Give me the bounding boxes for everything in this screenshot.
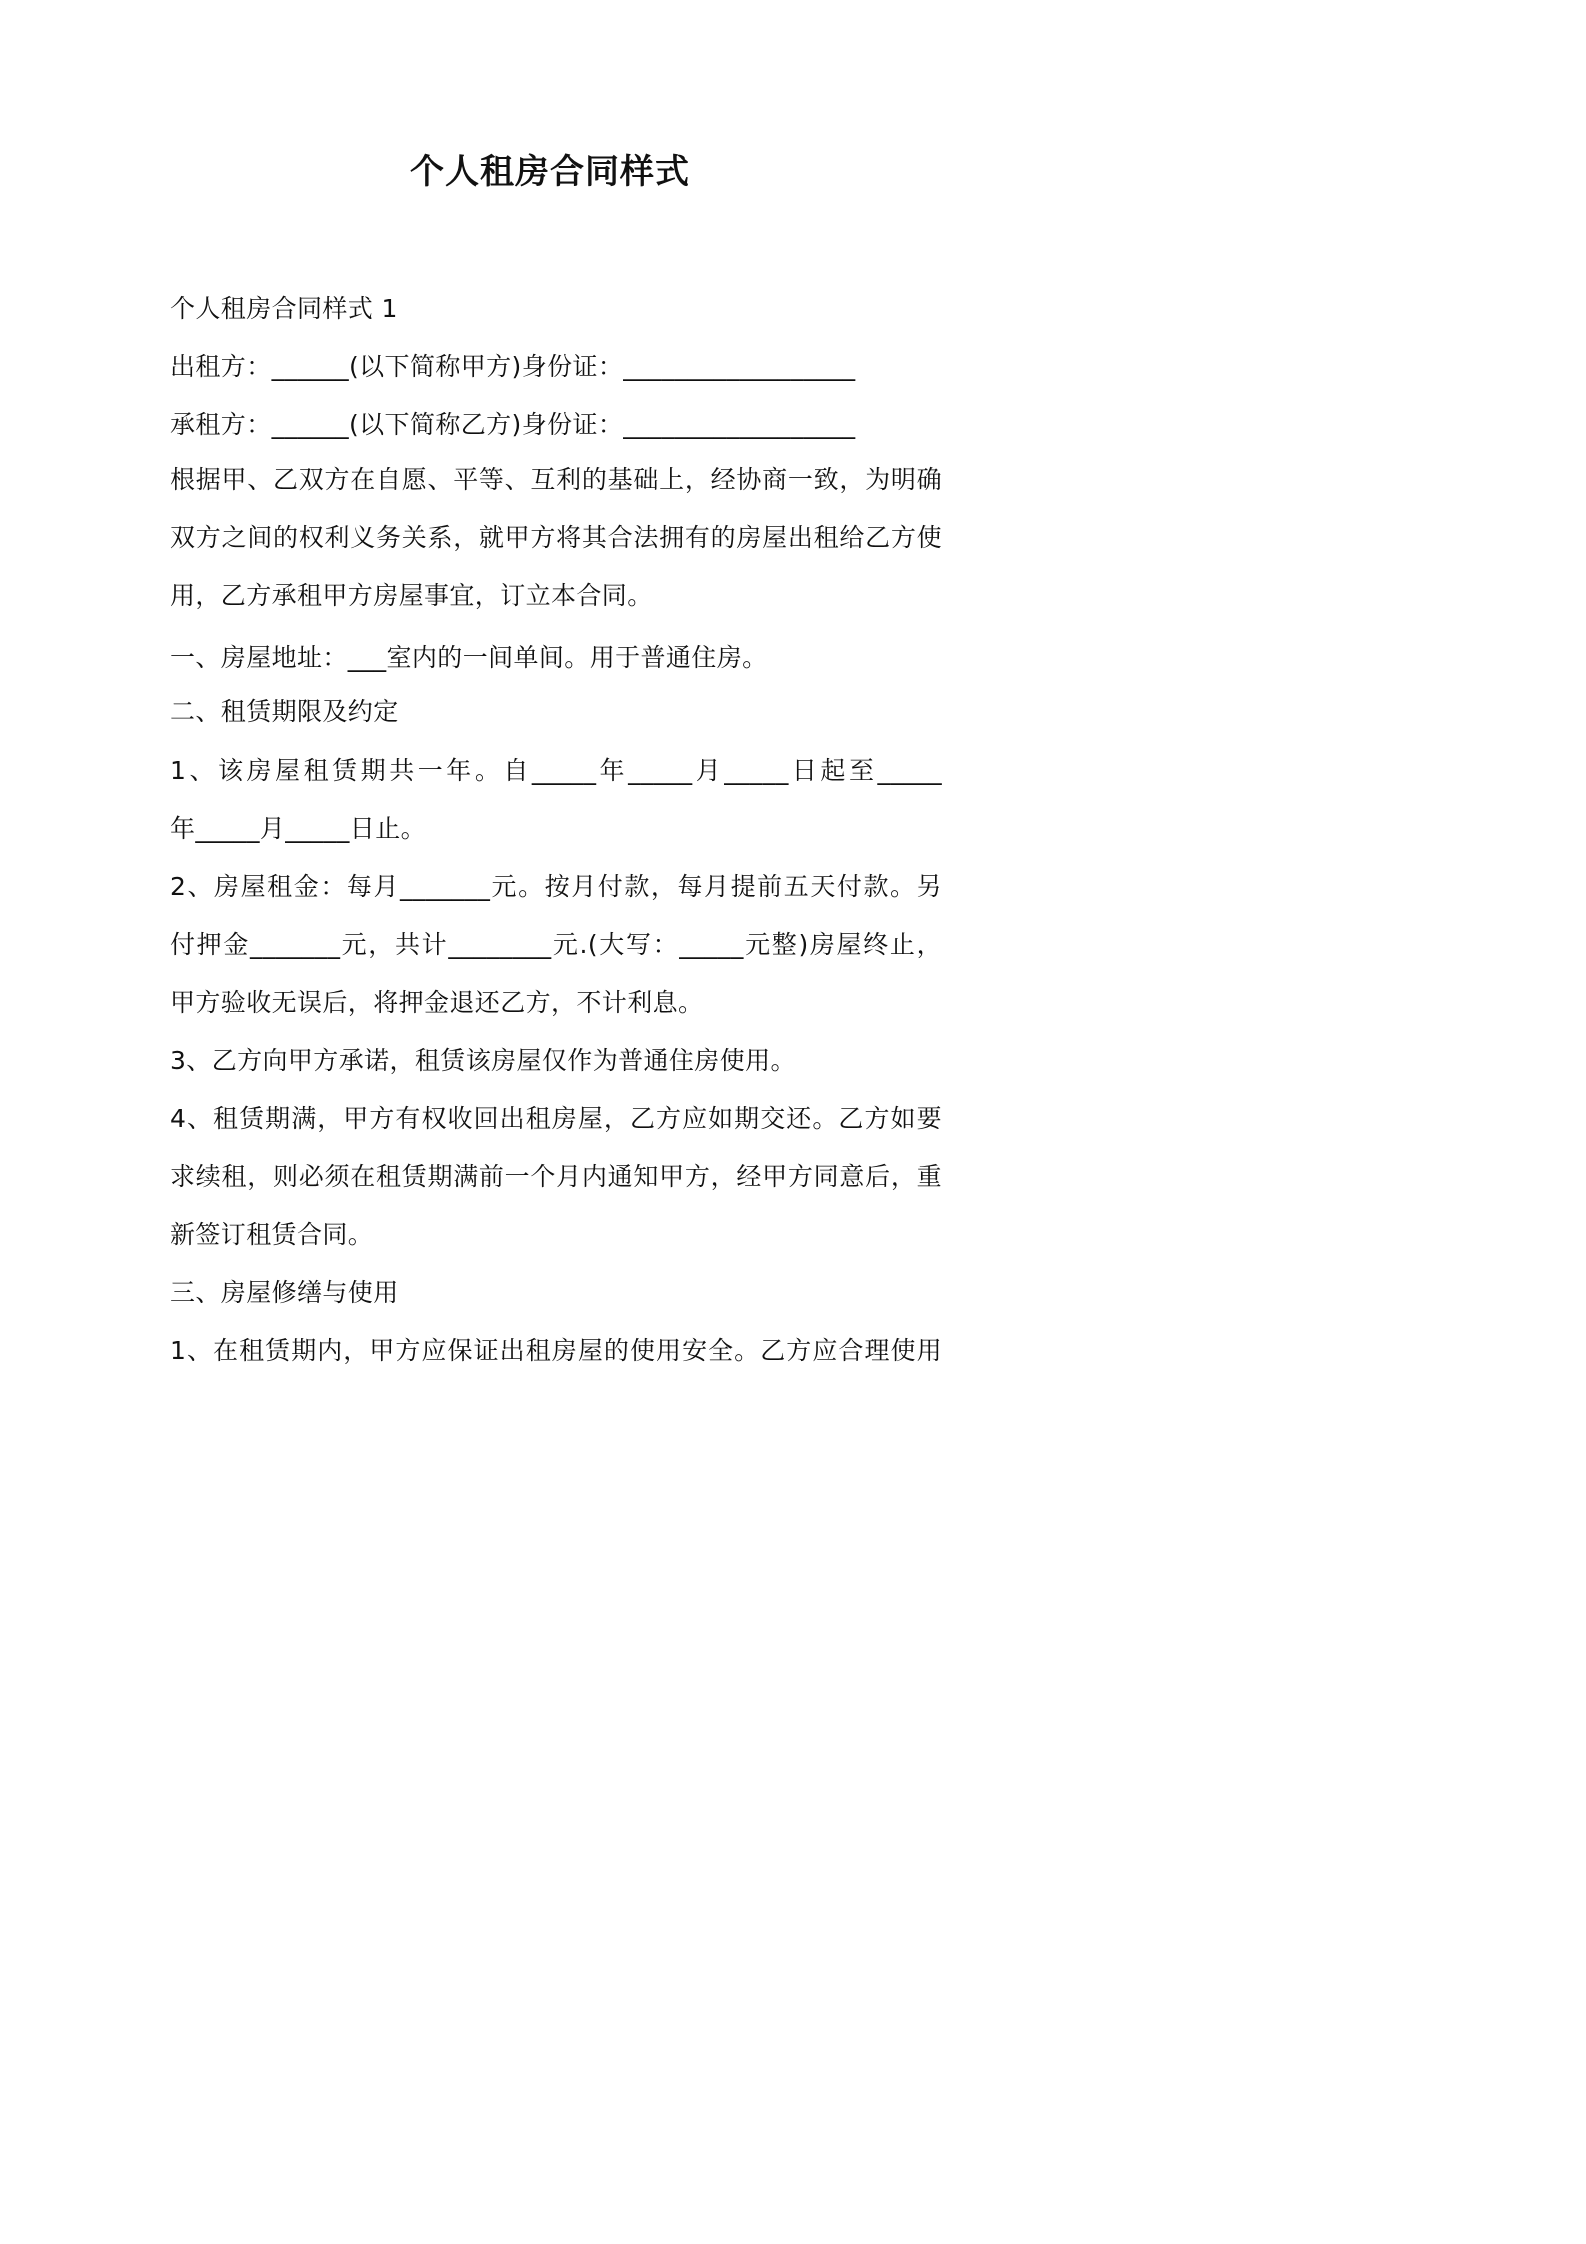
clause-line: 甲方验收无误后，将押金退还乙方，不计利息。 <box>170 988 704 1017</box>
clause-line: 3、乙方向甲方承诺，租赁该房屋仅作为普通住房使用。 <box>170 1046 796 1075</box>
clause-line: 1、在租赁期内，甲方应保证出租房屋的使用安全。乙方应合理使用 <box>170 1336 942 1365</box>
paragraph-line: 根据甲、乙双方在自愿、平等、互利的基础上，经协商一致，为明确 <box>170 465 942 494</box>
clause-heading: 三、房屋修缮与使用 <box>170 1278 399 1307</box>
clause-line: 4、租赁期满，甲方有权收回出租房屋，乙方应如期交还。乙方如要 <box>170 1104 942 1133</box>
clause-line: 新签订租赁合同。 <box>170 1220 374 1249</box>
clause-line: 付押金_______元，共计________元.(大写：_____元整)房屋终止， <box>170 930 942 959</box>
clause-line: 1、该房屋租赁期共一年。自_____年_____月_____日起至_____ <box>170 756 942 785</box>
document-title: 个人租房合同样式 <box>410 152 690 192</box>
clause-line: 求续租，则必须在租赁期满前一个月内通知甲方，经甲方同意后，重 <box>170 1162 942 1191</box>
lessor-line: 出租方：______(以下简称甲方)身份证：__________________ <box>170 352 856 381</box>
paragraph-line: 双方之间的权利义务关系，就甲方将其合法拥有的房屋出租给乙方使 <box>170 523 942 552</box>
section-heading: 个人租房合同样式 1 <box>170 294 398 323</box>
clause-heading: 二、租赁期限及约定 <box>170 697 399 726</box>
clause-line: 一、房屋地址：___室内的一间单间。用于普通住房。 <box>170 643 768 672</box>
clause-line: 2、房屋租金：每月_______元。按月付款，每月提前五天付款。另 <box>170 872 942 901</box>
paragraph-line: 用，乙方承租甲方房屋事宜，订立本合同。 <box>170 581 653 610</box>
lessee-line: 承租方：______(以下简称乙方)身份证：__________________ <box>170 410 856 439</box>
clause-line: 年_____月_____日止。 <box>170 814 427 843</box>
document-page <box>0 0 1100 1556</box>
